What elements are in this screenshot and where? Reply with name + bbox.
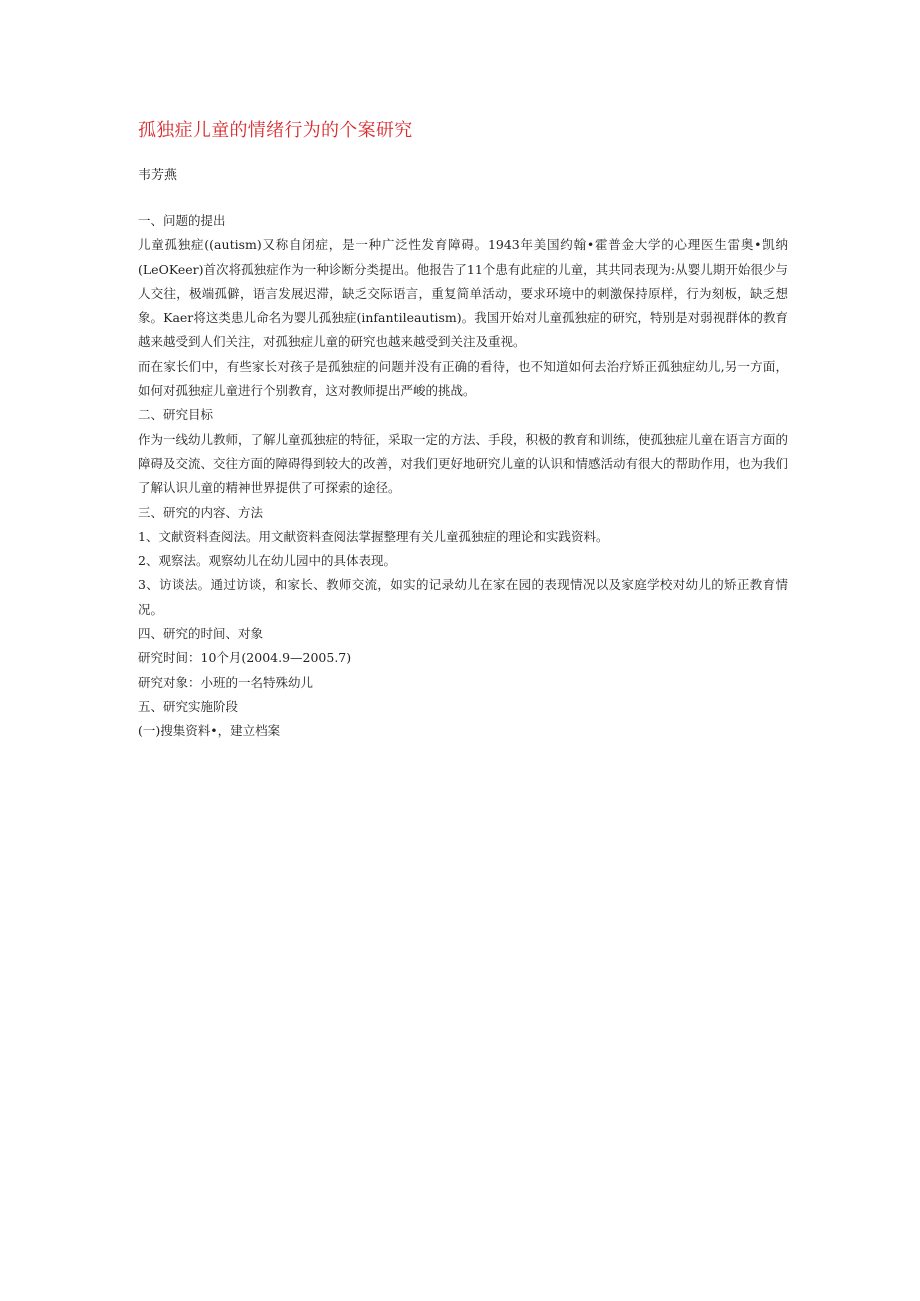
section-heading-methods: 三、研究的内容、方法 (138, 504, 264, 520)
paragraph-parents-challenge: 而在家长们中，有些家长对孩子是孤独症的问题并没有正确的看待，也不知道如何去治疗矫正孤独症幼儿,另一方面，如何对孤独症儿童进行个别教育，这对教师提出严峻的挑战。 (138, 358, 788, 399)
section-heading-problem: 一、问题的提出 (138, 213, 226, 228)
section-heading-time-subject: 四、研究的时间、对象 (138, 626, 264, 642)
document-body (138, 209, 788, 744)
section-heading-implementation: 五、研究实施阶段 (138, 698, 239, 714)
method-item-literature: 1、文献资料查阅法。用文献资料查阅法掌握整理有关儿童孤独症的理论和实践资料。 (138, 528, 609, 544)
method-item-interview: 3、访谈法。通过访谈，和家长、教师交流，如实的记录幼儿在家在园的表现情况以及家庭学校对幼儿的矫正教育情况。 (138, 577, 788, 617)
paragraph-autism-background: 儿童孤独症((autism)又称自闭症，是一种广泛性发育障碍。1943年美国约翰•霍普金大学的心理医生雷奥•凯纳(LeOKeer)首次将孤独症作为一种诊断分类提出。他报告了11个患有此症的儿童，其共同表现为:从婴儿期开始很少与人交往，极端孤僻，语言发展迟滞，缺乏交际语言，重复简单活动，要求环境中的刺激保持原样，行为刻板，缺乏想象。Kaer将这类患儿命名为婴儿孤独症(infantileautism)。我国开始对儿童孤独症的研究，特别是对弱视群体的教育越来越受到人们关注，对孤独症儿童的研究也越来越受到关注及重视。 (138, 237, 788, 350)
method-item-observation: 2、观察法。观察幼儿在幼儿园中的具体表现。 (138, 553, 396, 569)
section-heading-goals: 二、研究目标 (138, 407, 214, 423)
paragraph-goals: 作为一线幼儿教师，了解儿童孤独症的特征，采取一定的方法、手段，积极的教育和训练，使孤独症儿童在语言方面的障碍及交流、交往方面的障碍得到较大的改善，对我们更好地研究儿童的认识和情感活动有很大的帮助作用，也为我们了解认识儿童的精神世界提供了可探索的途径。 (138, 431, 789, 496)
document-title: 孤独症儿童的情绪行为的个案研究 (138, 120, 413, 141)
research-subject: 研究对象：小班的一名特殊幼儿 (138, 674, 314, 690)
subsection-collect-materials: (一)搜集资料•，建立档案 (138, 723, 281, 739)
document-author: 韦芳燕 (138, 168, 178, 183)
research-time: 研究时间：10个月(2004.9—2005.7) (138, 650, 352, 666)
